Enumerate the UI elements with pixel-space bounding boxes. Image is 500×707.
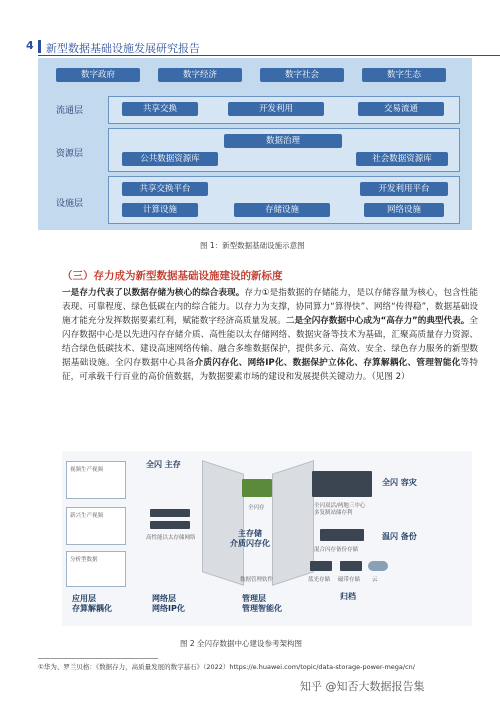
figure-1-infrastructure-diagram bbox=[38, 58, 472, 230]
archive-item-tape: 磁带存储 bbox=[338, 577, 361, 583]
chip-sharing-exchange: 共享交换 bbox=[122, 102, 198, 116]
mgmt-software-label: 数据管理软件 bbox=[240, 577, 274, 583]
bluray-storage-icon bbox=[310, 561, 332, 571]
chip-storage-facility: 存储设施 bbox=[234, 203, 330, 217]
chip-digital-society: 数字社会 bbox=[260, 68, 344, 82]
archive-label: 归档 bbox=[340, 592, 356, 601]
application-layer-label: 应用层 存算解耦化 bbox=[72, 594, 112, 613]
page-number: 4 bbox=[26, 39, 34, 52]
dr-caption: 全闪双活/两地三中心 多复制站储存利 bbox=[314, 503, 366, 516]
network-layer-label: 网络层 网络IP化 bbox=[152, 594, 185, 613]
header-accent-bar bbox=[38, 40, 41, 53]
warm-flash-backup-title: 温闪 备份 bbox=[382, 532, 417, 541]
cloud-icon bbox=[368, 561, 388, 571]
app-label-video-production: 视频生产视频 bbox=[70, 467, 104, 473]
paragraph-body-3: 等特征，可承载千行百业的高价值数据，为数据要素市场的建设和发展提供关键动力。（见图 2） bbox=[62, 358, 478, 382]
network-switch-icon-2 bbox=[150, 521, 190, 529]
all-flash-dr-title: 全闪 容灾 bbox=[382, 478, 417, 487]
paragraph-key-features: 介质闪存化、网络IP化、数据保护立体化、存算解耦化、管理智能化 bbox=[194, 358, 461, 368]
switch-caption: 高性能以太存储网络 bbox=[146, 535, 196, 541]
header-rule bbox=[38, 55, 500, 56]
layer-label-resource: 资源层 bbox=[56, 149, 84, 159]
archive-item-cloud: 云 bbox=[372, 577, 378, 583]
footnote-rule bbox=[38, 658, 158, 659]
app-label-analytics: 分析型数据 bbox=[70, 557, 98, 563]
chip-digital-government: 数字政府 bbox=[56, 68, 140, 82]
chip-network-facility: 网络设施 bbox=[364, 203, 444, 217]
paragraph-lead-1: 一是存力代表了以数据存储为核心的综合表现。 bbox=[62, 288, 245, 298]
paragraph-lead-2: 二是全闪存数据中心成为“高存力”的典型代表。 bbox=[285, 316, 470, 326]
dr-storage-rack-icon bbox=[312, 471, 372, 497]
chip-development-platform: 开发利用平台 bbox=[360, 182, 448, 196]
section-paragraph bbox=[62, 286, 478, 384]
footnote: ①华为、罗兰贝格：《数据存力，高质量发展的数字基石》（2022）https://e.huawei.com/topic/data-storage-power-mega/cn/ bbox=[38, 663, 415, 671]
layer-label-facility: 设施层 bbox=[56, 199, 84, 209]
primary-storage-label: 主存储 介质闪存化 bbox=[230, 529, 270, 548]
chip-trade-circulation: 交易流通 bbox=[358, 102, 444, 116]
network-switch-icon bbox=[150, 509, 190, 517]
figure-2-architecture-diagram bbox=[62, 451, 472, 626]
watermark-text: 知乎 @知否大数据报告集 bbox=[300, 680, 425, 693]
flash-module-icon bbox=[242, 479, 272, 497]
chip-public-data-repository: 公共数据资源库 bbox=[122, 152, 218, 166]
app-label-emerging-production: 新兴生产视频 bbox=[70, 513, 104, 519]
chip-social-data-repository: 社会数据资源库 bbox=[356, 152, 448, 166]
chip-digital-economy: 数字经济 bbox=[158, 68, 242, 82]
chip-sharing-platform: 共享交换平台 bbox=[122, 182, 208, 196]
figure-1-caption: 图 1：新型数据基础设施示意图 bbox=[200, 241, 305, 250]
chip-compute-facility: 计算设施 bbox=[122, 203, 198, 217]
chip-data-governance: 数据治理 bbox=[224, 134, 342, 148]
paragraph-body-2: 全闪存数据中心是以先进闪存存储介质、高性能以太存储网络、数据灾备等技术为基础，汇聚高质量存力资源、结合绿色低碳技术、建设高速网络传输、融合多维数据保护，提供多元、高效、安全、绿色存力服务的新型数据基础设施。全闪存数据中心具备 bbox=[62, 316, 478, 368]
layer-label-circulation: 流通层 bbox=[56, 106, 84, 116]
section-title: （三）存力成为新型数据基础设施建设的新标度 bbox=[62, 270, 283, 282]
paragraph-body-1: 存力①是指数据的存储能力，是以存储容量为核心，包含性能表现、可靠程度、绿色低碳在内的综合能力。以存力为支撑，协同算力“算得快”、网络“传得稳”，数据基础设施才能充分发挥数据要素红利，赋能数字经济高质量发展。 bbox=[62, 288, 478, 326]
management-layer-label: 管理层 管理智能化 bbox=[242, 594, 282, 613]
chip-development-use: 开发利用 bbox=[228, 102, 324, 116]
archive-item-bluray: 蓝光存储 bbox=[308, 577, 331, 583]
right-wing-graphic bbox=[272, 460, 314, 586]
backup-storage-icon bbox=[320, 529, 364, 541]
tape-storage-icon bbox=[340, 561, 362, 571]
figure-2-caption: 图 2 全闪存数据中心建设参考架构图 bbox=[180, 639, 303, 648]
all-flash-primary-title: 全闪 主存 bbox=[146, 460, 181, 469]
chip-digital-ecology: 数字生态 bbox=[362, 68, 446, 82]
center-small-label: 全闪存 bbox=[248, 505, 265, 511]
running-header-title: 新型数据基础设施发展研究报告 bbox=[46, 42, 200, 55]
backup-caption: 混合闪存备份存储 bbox=[314, 547, 359, 553]
left-wing-graphic bbox=[202, 460, 244, 586]
